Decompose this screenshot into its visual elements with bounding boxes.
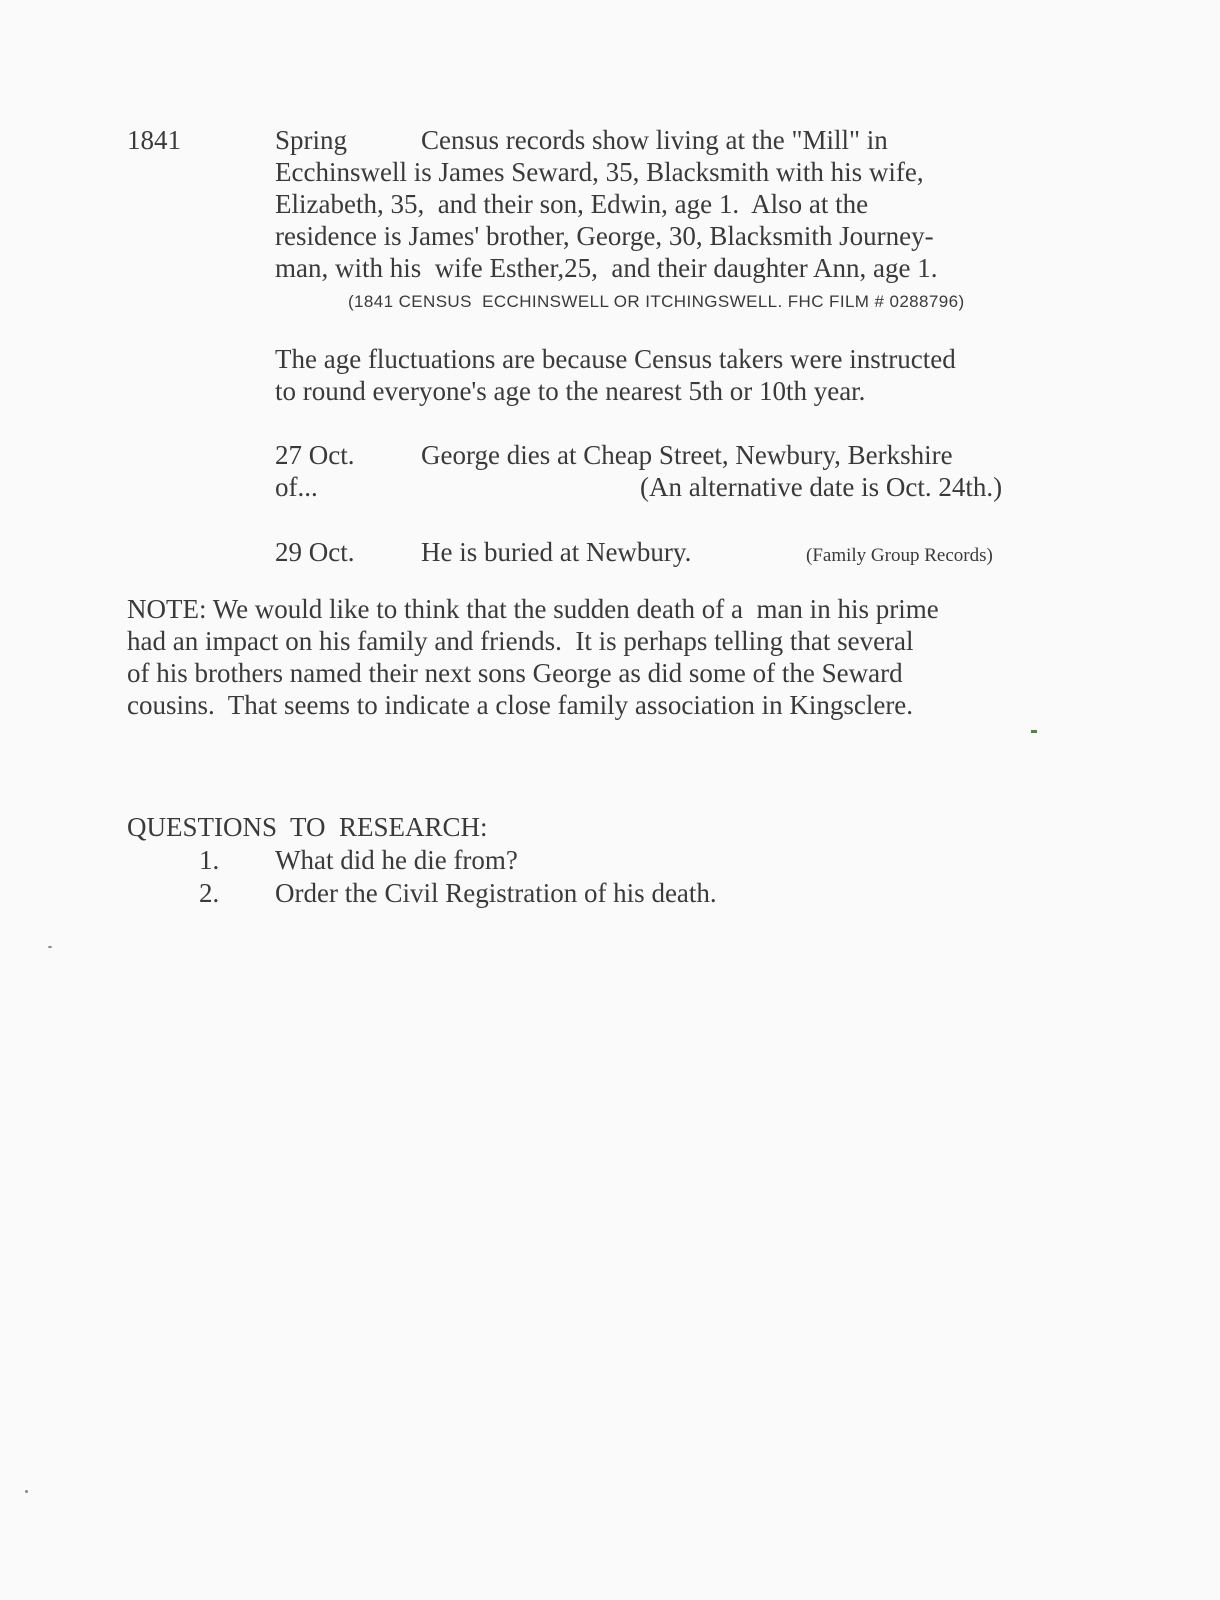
note-line-1: NOTE: We would like to think that the sudden death of a man in his prime [127, 594, 939, 624]
death-text: George dies at Cheap Street, Newbury, Berkshire [421, 440, 953, 470]
question-2-number: 2. [199, 878, 220, 908]
entry-line-4: residence is James' brother, George, 30, Blacksmith Journey- [275, 221, 934, 251]
death-date: 27 Oct. [275, 440, 355, 470]
census-citation: (1841 CENSUS ECCHINSWELL OR ITCHINGSWELL. FHC FILM # 0288796) [348, 292, 965, 311]
death-alt-date: (An alternative date is Oct. 24th.) [640, 472, 1003, 502]
question-1-text: What did he die from? [275, 845, 518, 875]
ink-mark [1031, 730, 1037, 733]
entry-year: 1841 [127, 125, 181, 155]
questions-heading: QUESTIONS TO RESEARCH: [127, 812, 488, 842]
question-2-text: Order the Civil Registration of his death. [275, 878, 717, 908]
scan-speck [48, 946, 52, 948]
entry-season: Spring [275, 125, 348, 155]
entry-line-5: man, with his wife Esther,25, and their daughter Ann, age 1. [275, 253, 938, 283]
death-of: of... [275, 472, 318, 502]
scan-speck [25, 1490, 28, 1493]
age-note-line-1: The age fluctuations are because Census takers were instructed [275, 344, 956, 374]
note-line-4: cousins. That seems to indicate a close family association in Kingsclere. [127, 690, 914, 720]
burial-date: 29 Oct. [275, 537, 355, 567]
entry-line-1: Census records show living at the "Mill" in [421, 125, 888, 155]
burial-source: (Family Group Records) [806, 545, 993, 566]
age-note-line-2: to round everyone's age to the nearest 5th or 10th year. [275, 376, 866, 406]
entry-line-3: Elizabeth, 35, and their son, Edwin, age 1. Also at the [275, 189, 869, 219]
question-1-number: 1. [199, 845, 220, 875]
entry-line-2: Ecchinswell is James Seward, 35, Blacksmith with his wife, [275, 157, 924, 187]
burial-text: He is buried at Newbury. [421, 537, 692, 567]
note-line-2: had an impact on his family and friends. It is perhaps telling that several [127, 626, 914, 656]
note-line-3: of his brothers named their next sons George as did some of the Seward [127, 658, 903, 688]
